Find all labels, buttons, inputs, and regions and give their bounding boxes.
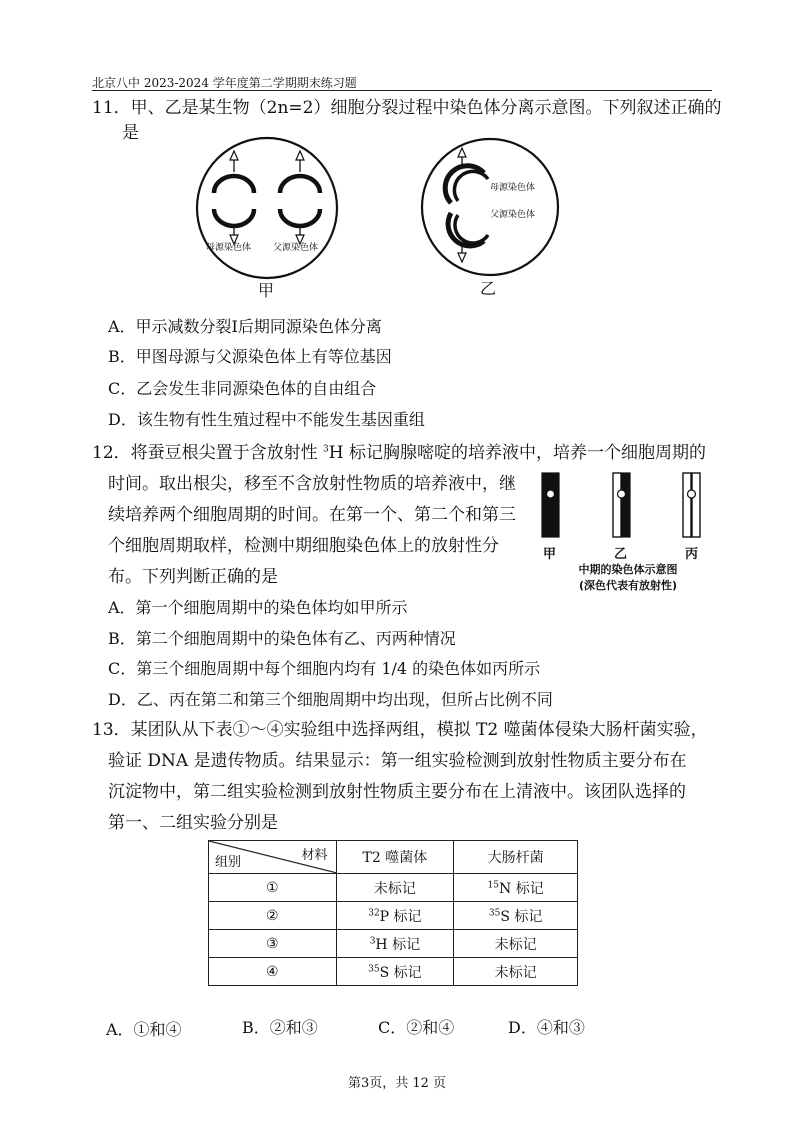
q11-stem-line1: 11．甲、乙是某生物（2n=2）细胞分裂过程中染色体分离示意图。下列叙述正确的 bbox=[92, 98, 722, 118]
q11-option-b: B．甲图母源与父源染色体上有等位基因 bbox=[108, 347, 392, 366]
q11-yi-maternal-label: 母源染色体 bbox=[490, 183, 536, 193]
table-header-row bbox=[209, 841, 578, 874]
table-cell-phage: $^{32}$P 标记 bbox=[336, 902, 454, 930]
q12-option-a: A．第一个细胞周期中的染色体均如甲所示 bbox=[108, 598, 408, 617]
q13-option-a: A．①和④ bbox=[106, 1020, 182, 1039]
q11-jia-paternal-label: 父源染色体 bbox=[273, 243, 319, 253]
q13-option-d: D．④和③ bbox=[508, 1018, 585, 1037]
q13-stem-line2: 验证 DNA 是遗传物质。结果显示：第一组实验检测到放射性物质主要分布在 bbox=[108, 751, 687, 771]
table-cell-group: ② bbox=[209, 902, 337, 930]
q12-stem-line3: 续培养两个细胞周期的时间。在第一个、第二个和第三 bbox=[108, 505, 516, 525]
q13-option-c: C．②和④ bbox=[378, 1018, 455, 1037]
table-header-phage: T2 噬菌体 bbox=[336, 841, 454, 874]
header-divider bbox=[92, 90, 712, 91]
q13-stem-line4: 第一、二组实验分别是 bbox=[108, 813, 278, 833]
table-cell-group: ③ bbox=[209, 930, 337, 958]
table-cell-group: ① bbox=[209, 874, 337, 902]
q13-option-b: B．②和③ bbox=[242, 1018, 318, 1037]
table-corner-cell bbox=[209, 841, 337, 874]
q12-stem-line2: 时间。取出根尖，移至不含放射性物质的培养液中，继 bbox=[108, 474, 516, 494]
q13-experiment-table bbox=[208, 840, 578, 986]
q12-option-c: C．第三个细胞周期中每个细胞内均有 1/4 的染色体如丙所示 bbox=[108, 659, 541, 678]
q13-stem-line1: 13．某团队从下表①～④实验组中选择两组，模拟 T2 噬菌体侵染大肠杆菌实验， bbox=[92, 720, 708, 740]
table-cell-phage: 未标记 bbox=[336, 874, 454, 902]
table-cell-ecoli: $^{35}$S 标记 bbox=[454, 902, 578, 930]
q11-jia-maternal-label: 母源染色体 bbox=[206, 243, 252, 253]
q12-stem-line4: 个细胞周期取样，检测中期细胞染色体上的放射性分 bbox=[108, 536, 499, 556]
table-row bbox=[209, 958, 578, 986]
q13-stem-line3: 沉淀物中，第二组实验检测到放射性物质主要分布在上清液中。该团队选择的 bbox=[108, 782, 686, 802]
q12-stem-line5: 布。下列判断正确的是 bbox=[108, 567, 278, 587]
table-header-ecoli: 大肠杆菌 bbox=[454, 841, 578, 874]
q12-option-d: D．乙、丙在第二和第三个细胞周期中均出现，但所占比例不同 bbox=[108, 690, 553, 709]
q12-fig-label-yi: 乙 bbox=[614, 547, 628, 562]
table-cell-ecoli: 未标记 bbox=[454, 930, 578, 958]
q11-figure-jia bbox=[180, 135, 355, 295]
q12-fig-label-bing: 丙 bbox=[685, 547, 699, 562]
table-row bbox=[209, 874, 578, 902]
q11-jia-label: 甲 bbox=[258, 281, 275, 300]
table-cell-phage: $^{35}$S 标记 bbox=[336, 958, 454, 986]
q11-option-c: C．乙会发生非同源染色体的自由组合 bbox=[108, 379, 377, 398]
table-row bbox=[209, 902, 578, 930]
q12-stem-line1: 12．将蚕豆根尖置于含放射性 $^3$H 标记胸腺嘧啶的培养液中，培养一个细胞周期的 bbox=[92, 443, 707, 463]
q11-stem-line2: 是 bbox=[122, 123, 139, 143]
table-row bbox=[209, 930, 578, 958]
q11-yi-paternal-label: 父源染色体 bbox=[490, 210, 536, 220]
table-corner-material: 材料 bbox=[301, 848, 328, 863]
q11-option-d: D．该生物有性生殖过程中不能发生基因重组 bbox=[108, 410, 425, 429]
exam-header: 北京八中 2023-2024 学年度第二学期期末练习题 bbox=[92, 76, 357, 90]
page-number: 第3页，共 12 页 bbox=[347, 1076, 447, 1091]
q12-fig-caption: 中期的染色体示意图 (深色代表有放射性) bbox=[578, 563, 678, 592]
q11-option-a: A．甲示减数分裂Ⅰ后期同源染色体分离 bbox=[108, 317, 382, 336]
q11-yi-label: 乙 bbox=[480, 279, 497, 298]
table-corner-group: 组别 bbox=[215, 855, 242, 870]
q12-fig-label-jia: 甲 bbox=[543, 547, 557, 562]
q12-option-b: B．第二个细胞周期中的染色体有乙、丙两种情况 bbox=[108, 629, 456, 648]
table-cell-group: ④ bbox=[209, 958, 337, 986]
table-cell-phage: $^3$H 标记 bbox=[336, 930, 454, 958]
q12-chromosome-figure bbox=[530, 470, 720, 540]
table-cell-ecoli: 未标记 bbox=[454, 958, 578, 986]
table-cell-ecoli: $^{15}$N 标记 bbox=[454, 874, 578, 902]
